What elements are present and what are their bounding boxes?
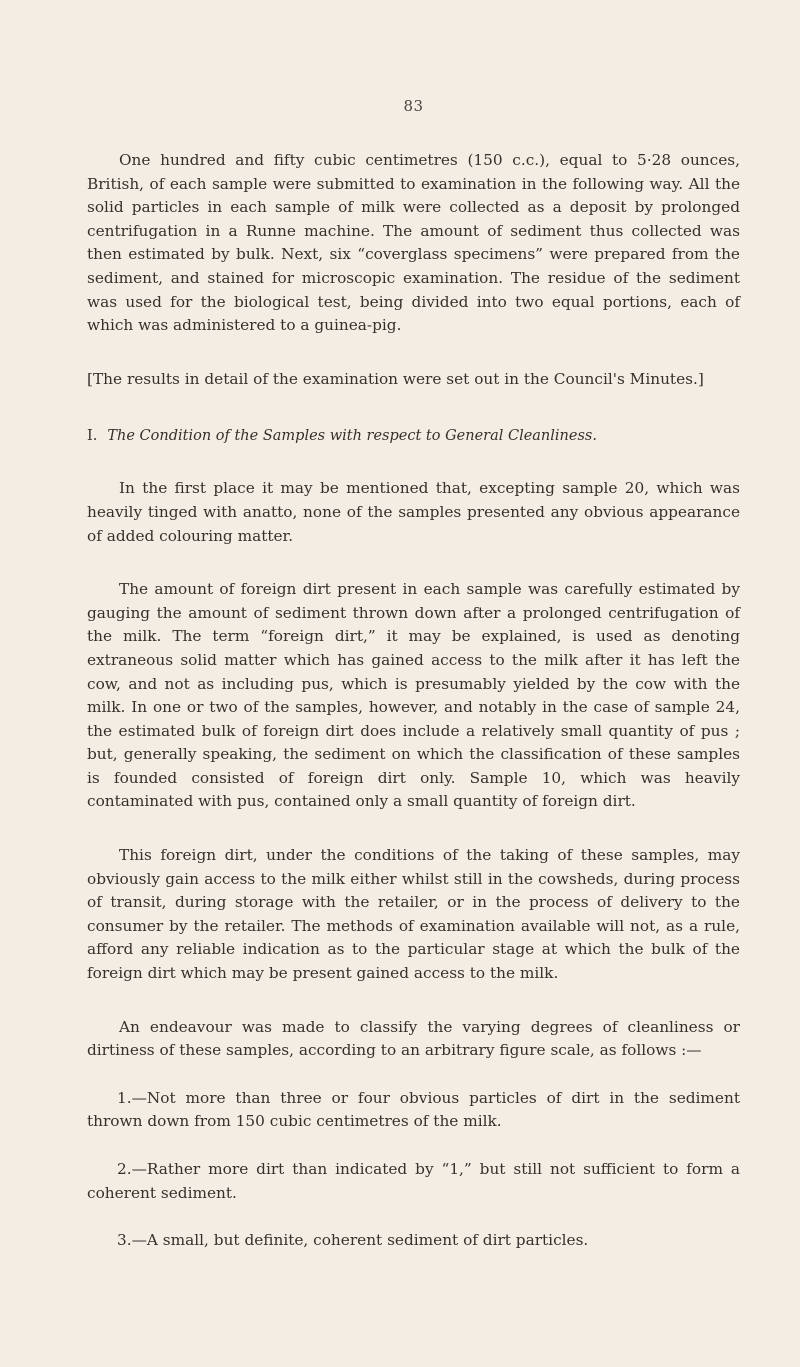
- method-paragraph: One hundred and fifty cubic centimetres (150 c.c.), equal to 5·28 ounces, British, of each sample were submitted to examination in the following way. All the solid particles in each sample of milk were collected as a deposit by prolonged centrifugation in a Runne machine. The amount of sediment thus collected was then estimated by bulk. Next, six “coverglass specimens” were prepared from the sediment, and stained for microscopic examination. The residue of the sediment was used for the biological test, being divided into two equal portions, each of which was administered to a guinea-pig.: [87, 151, 740, 335]
- page-number: 83: [403, 97, 424, 115]
- access-paragraph: This foreign dirt, under the conditions of the taking of these samples, may obviously gain access to the milk either whilst still in the cowsheds, during process of transit, during storage with the retailer, or in the process of delivery to the consumer by the retailer. The methods of examination available will not, as a rule, afford any reliable indication as to the particular stage at which the bulk of the foreign dirt which may be present gained access to the milk.: [87, 846, 740, 983]
- foreign-dirt-paragraph: The amount of foreign dirt present in each sample was carefully estimated by gauging the amount of sediment thrown down after a prolonged centrifugation of the milk. The term “foreign dirt,” it may be explained, is used as denoting extraneous solid matter which has gained access to the milk after it has left the cow, and not as including pus, which is presumably yielded by the cow with the milk. In one or two of the samples, however, and notably in the case of sample 24, the estimated bulk of foreign dirt does include a relatively small quantity of pus ; but, generally speaking, the sediment on which the classification of these samples is founded consisted of foreign dirt only. Sample 10, which was heavily contaminated with pus, contained only a small quantity of foreign dirt.: [87, 580, 740, 811]
- classification-paragraph: An endeavour was made to classify the varying degrees of cleanliness or dirtiness of these samples, according to an arbitrary figure scale, as follows :—: [87, 1017, 740, 1060]
- scale-item-1: 1.—Not more than three or four obvious particles of dirt in the sediment thrown down from 150 cubic centimetres of the milk.: [87, 1088, 740, 1131]
- section-heading: [87, 425, 740, 447]
- colouring-paragraph: In the first place it may be mentioned that, excepting sample 20, which was heavily tinged with anatto, none of the samples presented any obvious appearance of added colouring matter.: [87, 479, 740, 545]
- scale-item-3: 3.—A small, but definite, coherent sediment of dirt particles.: [117, 1231, 589, 1250]
- results-note: [The results in detail of the examination were set out in the Council's Minutes.]: [87, 369, 704, 388]
- section-number: I.: [87, 428, 98, 445]
- section-title: The Condition of the Samples with respect to General Cleanliness.: [107, 428, 597, 445]
- scale-item-2: 2.—Rather more dirt than indicated by “1,” but still not sufficient to form a coherent sediment.: [87, 1160, 740, 1202]
